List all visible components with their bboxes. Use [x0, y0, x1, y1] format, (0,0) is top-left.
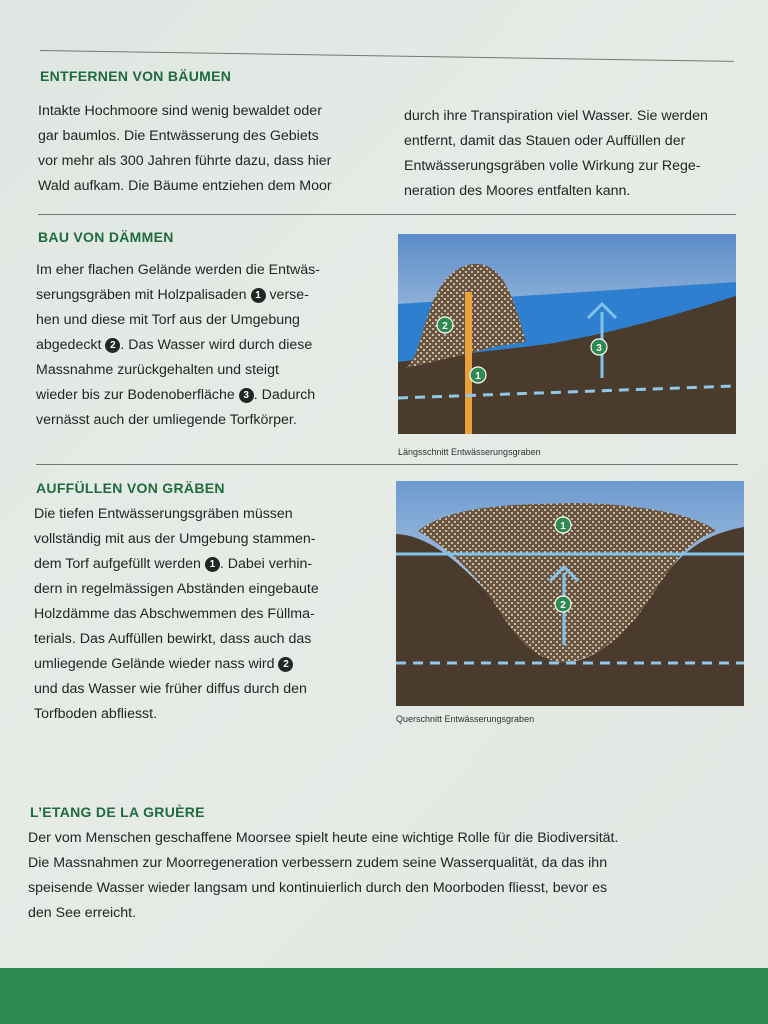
text-segment: Im eher flachen Gelände werden die Entwäs-	[36, 262, 320, 278]
text-segment: Torfboden abfliesst.	[34, 706, 158, 722]
text-line: entfernt, damit das Stauen oder Auffüllen der	[404, 133, 686, 149]
divider-2	[38, 214, 736, 215]
text-line: Wald aufkam. Die Bäume entziehen dem Moor	[38, 178, 332, 194]
text-segment: abgedeckt	[36, 337, 106, 353]
text-line	[36, 258, 381, 283]
text-line: vor mehr als 300 Jahren führte dazu, dass hier	[38, 153, 332, 169]
section3-text	[34, 502, 384, 727]
number-marker: 1	[205, 557, 220, 572]
text-line: Entwässerungsgräben volle Wirkung zur Rege-	[404, 158, 701, 174]
text-segment: Die tiefen Entwässerungsgräben müssen	[34, 506, 293, 522]
querschnitt-diagram	[396, 481, 744, 706]
text-segment: vernässt auch der umliegende Torfkörper.	[36, 412, 297, 428]
text-line: gar baumlos. Die Entwässerung des Gebiets	[38, 128, 319, 144]
diagram-caption-querschnitt: Querschnitt Entwässerungsgraben	[396, 714, 535, 724]
svg-text:1: 1	[560, 521, 566, 532]
number-marker: 2	[105, 338, 120, 353]
section-heading-etang: L’ETANG DE LA GRUÈRE	[30, 804, 205, 820]
text-line	[34, 552, 384, 577]
text-segment: dem Torf aufgefüllt werden	[34, 556, 205, 572]
text-segment: . Dabei verhin-	[219, 556, 313, 572]
text-segment: wieder bis zur Bodenoberfläche	[36, 387, 239, 403]
text-line	[34, 652, 384, 677]
text-line	[34, 502, 384, 527]
number-marker: 3	[239, 388, 254, 403]
footer-bar	[0, 968, 768, 1024]
text-segment: hen und diese mit Torf aus der Umgebung	[36, 312, 300, 328]
text-segment: . Das Wasser wird durch diese	[120, 337, 313, 353]
text-segment: verse-	[265, 287, 309, 303]
svg-text:3: 3	[596, 343, 602, 354]
text-line	[36, 308, 381, 333]
svg-text:2: 2	[560, 600, 566, 611]
svg-text:2: 2	[442, 321, 448, 332]
section4-text	[28, 826, 748, 926]
text-line: speisende Wasser wieder langsam und kontinuierlich durch den Moorboden fliesst, bevor es	[28, 880, 608, 896]
section1-col2	[404, 104, 744, 204]
text-line	[36, 283, 381, 308]
text-segment: dern in regelmässigen Abständen eingebaute	[34, 581, 319, 597]
text-line	[34, 577, 384, 602]
divider-3	[36, 464, 738, 465]
marker-3	[591, 339, 607, 355]
section-heading-baeume: ENTFERNEN VON BÄUMEN	[40, 68, 232, 84]
text-line	[34, 702, 384, 727]
section1-col1	[38, 99, 378, 199]
text-line: Die Massnahmen zur Moorregeneration verbessern zudem seine Wasserqualität, da das ihn	[28, 855, 608, 871]
text-segment: terials. Das Auffüllen bewirkt, dass auch das	[34, 631, 312, 647]
text-segment: vollständig mit aus der Umgebung stammen-	[34, 531, 316, 547]
section2-text	[36, 258, 381, 433]
diagram-caption-laengsschnitt: Längsschnitt Entwässerungsgraben	[398, 447, 541, 457]
text-line	[34, 677, 384, 702]
section-heading-daemme: BAU VON DÄMMEN	[38, 229, 174, 245]
text-segment: serungsgräben mit Holzpalisaden	[36, 287, 251, 303]
text-line: den See erreicht.	[28, 905, 137, 921]
text-line: Intakte Hochmoore sind wenig bewaldet oder	[38, 103, 322, 119]
text-line	[34, 602, 384, 627]
marker-2	[437, 317, 453, 333]
text-line	[36, 358, 381, 383]
svg-text:1: 1	[475, 371, 481, 382]
text-line	[34, 627, 384, 652]
text-segment: umliegende Gelände wieder nass wird	[34, 656, 279, 672]
marker-1	[555, 517, 571, 533]
number-marker: 1	[251, 288, 266, 303]
text-segment: Massnahme zurückgehalten und steigt	[36, 362, 279, 378]
text-segment: und das Wasser wie früher diffus durch den	[34, 681, 307, 697]
text-line	[34, 527, 384, 552]
text-segment: Holzdämme das Abschwemmen des Füllma-	[34, 606, 315, 622]
top-divider	[40, 50, 734, 62]
laengsschnitt-diagram	[398, 234, 736, 434]
text-segment: . Dadurch	[253, 387, 316, 403]
number-marker: 2	[278, 657, 293, 672]
text-line: durch ihre Transpiration viel Wasser. Sie werden	[404, 108, 708, 124]
wooden-palisade	[465, 292, 472, 434]
text-line	[36, 408, 381, 433]
text-line	[36, 383, 381, 408]
marker-2	[555, 596, 571, 612]
text-line: neration des Moores entfalten kann.	[404, 183, 631, 199]
section-heading-graeben: AUFFÜLLEN VON GRÄBEN	[36, 480, 225, 496]
text-line: Der vom Menschen geschaffene Moorsee spielt heute eine wichtige Rolle für die Biodiversität.	[28, 830, 619, 846]
text-line	[36, 333, 381, 358]
marker-1	[470, 367, 486, 383]
